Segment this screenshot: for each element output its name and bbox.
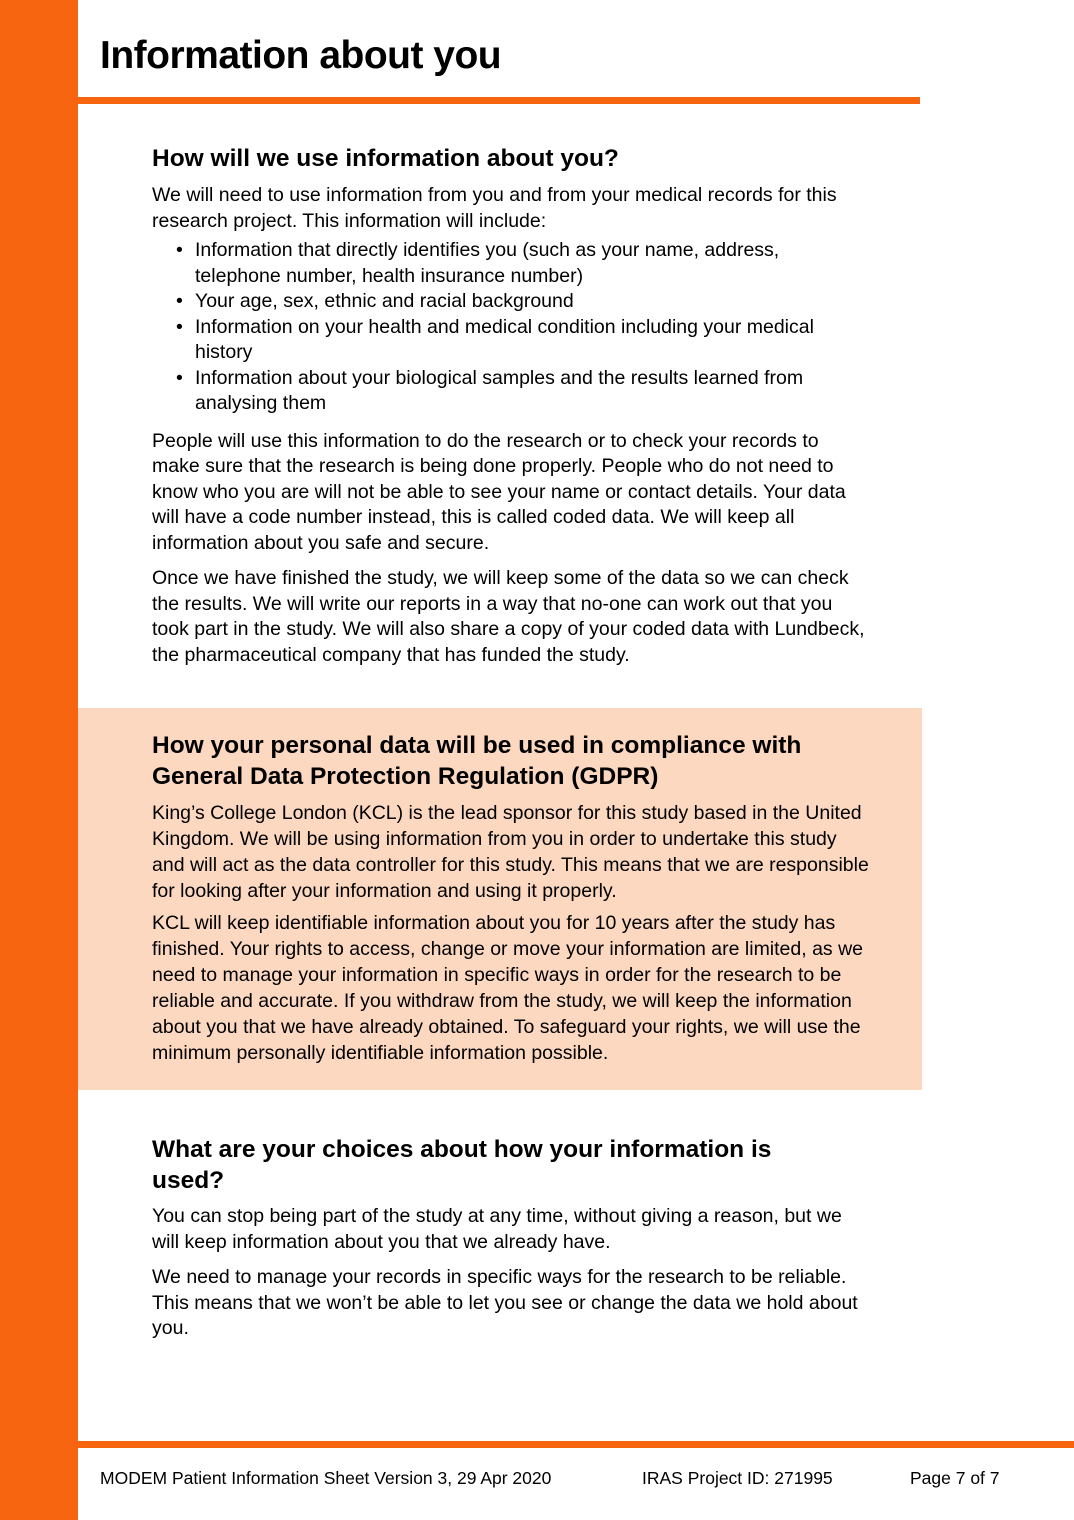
bullet-item: • Information about your biological samples and the results learned from analysing them xyxy=(152,366,870,417)
footer-document-version: MODEM Patient Information Sheet Version 3, 29 Apr 2020 xyxy=(100,1468,552,1488)
section-use-info-heading: How will we use information about you? xyxy=(152,145,619,172)
bullet-item: • Information that directly identifies you (such as your name, address, telephone number, health insurance number) xyxy=(152,238,870,289)
left-accent-bar xyxy=(0,0,78,1520)
gdpr-highlight-box xyxy=(78,708,922,1090)
gdpr-paragraph-2: KCL will keep identifiable information about you for 10 years after the study has finished. Your rights to access, change or move your information are limited, as we need to manage your information in specific ways in order for the research to be reliable and accurate. If you withdraw from the study, we will keep the information about you that we have already obtained. To safeguard your rights, we will use the minimum personally identifiable information possible. xyxy=(152,912,864,1064)
footer-divider-rule xyxy=(78,1441,1074,1448)
gdpr-heading: How your personal data will be used in compliance with General Data Protection Regulation (GDPR) xyxy=(152,732,802,790)
section-use-info xyxy=(152,143,870,668)
use-info-intro: We will need to use information from you and from your medical records for this research project. This information will include: xyxy=(152,184,837,232)
bullet-item: • Your age, sex, ethnic and racial background xyxy=(152,289,870,315)
footer-page-number: Page 7 of 7 xyxy=(910,1468,1000,1488)
section-choices-heading: What are your choices about how your information is used? xyxy=(152,1136,772,1194)
choices-paragraph-2: We need to manage your records in specific ways for the research to be reliable. This means that we won’t be able to let you see or change the data we hold about you. xyxy=(152,1266,858,1339)
choices-paragraph-1: You can stop being part of the study at any time, without giving a reason, but we will keep information about you that we already have. xyxy=(152,1205,842,1253)
page-body xyxy=(78,0,1074,1520)
use-info-paragraph-1: People will use this information to do the research or to check your records to make sure that the research is being done properly. People who do not need to know who you are will not be able to see your name or contact details. Your data will have a code number instead, this is called coded data. We will keep all information about you safe and secure. xyxy=(152,429,846,554)
section-choices xyxy=(152,1134,870,1342)
use-info-bullet-list xyxy=(152,238,870,417)
title-divider-rule xyxy=(78,97,920,104)
use-info-paragraph-2: Once we have finished the study, we will keep some of the data so we can check the results. We will write our reports in a way that no-one can work out that you took part in the study. We will also share a copy of your coded data with Lundbeck, the pharmaceutical company that has funded the study. xyxy=(152,567,865,666)
page-title: Information about you xyxy=(100,34,502,77)
bullet-item: • Information on your health and medical condition including your medical history xyxy=(152,315,870,366)
gdpr-paragraph-1: King’s College London (KCL) is the lead sponsor for this study based in the United Kingdom. We will be using information from you in order to undertake this study and will act as the data controller for this study. This means that we are responsible for looking after your information and using it properly. xyxy=(152,802,869,902)
footer-iras-project-id: IRAS Project ID: 271995 xyxy=(642,1468,833,1488)
gdpr-content xyxy=(152,730,870,1066)
